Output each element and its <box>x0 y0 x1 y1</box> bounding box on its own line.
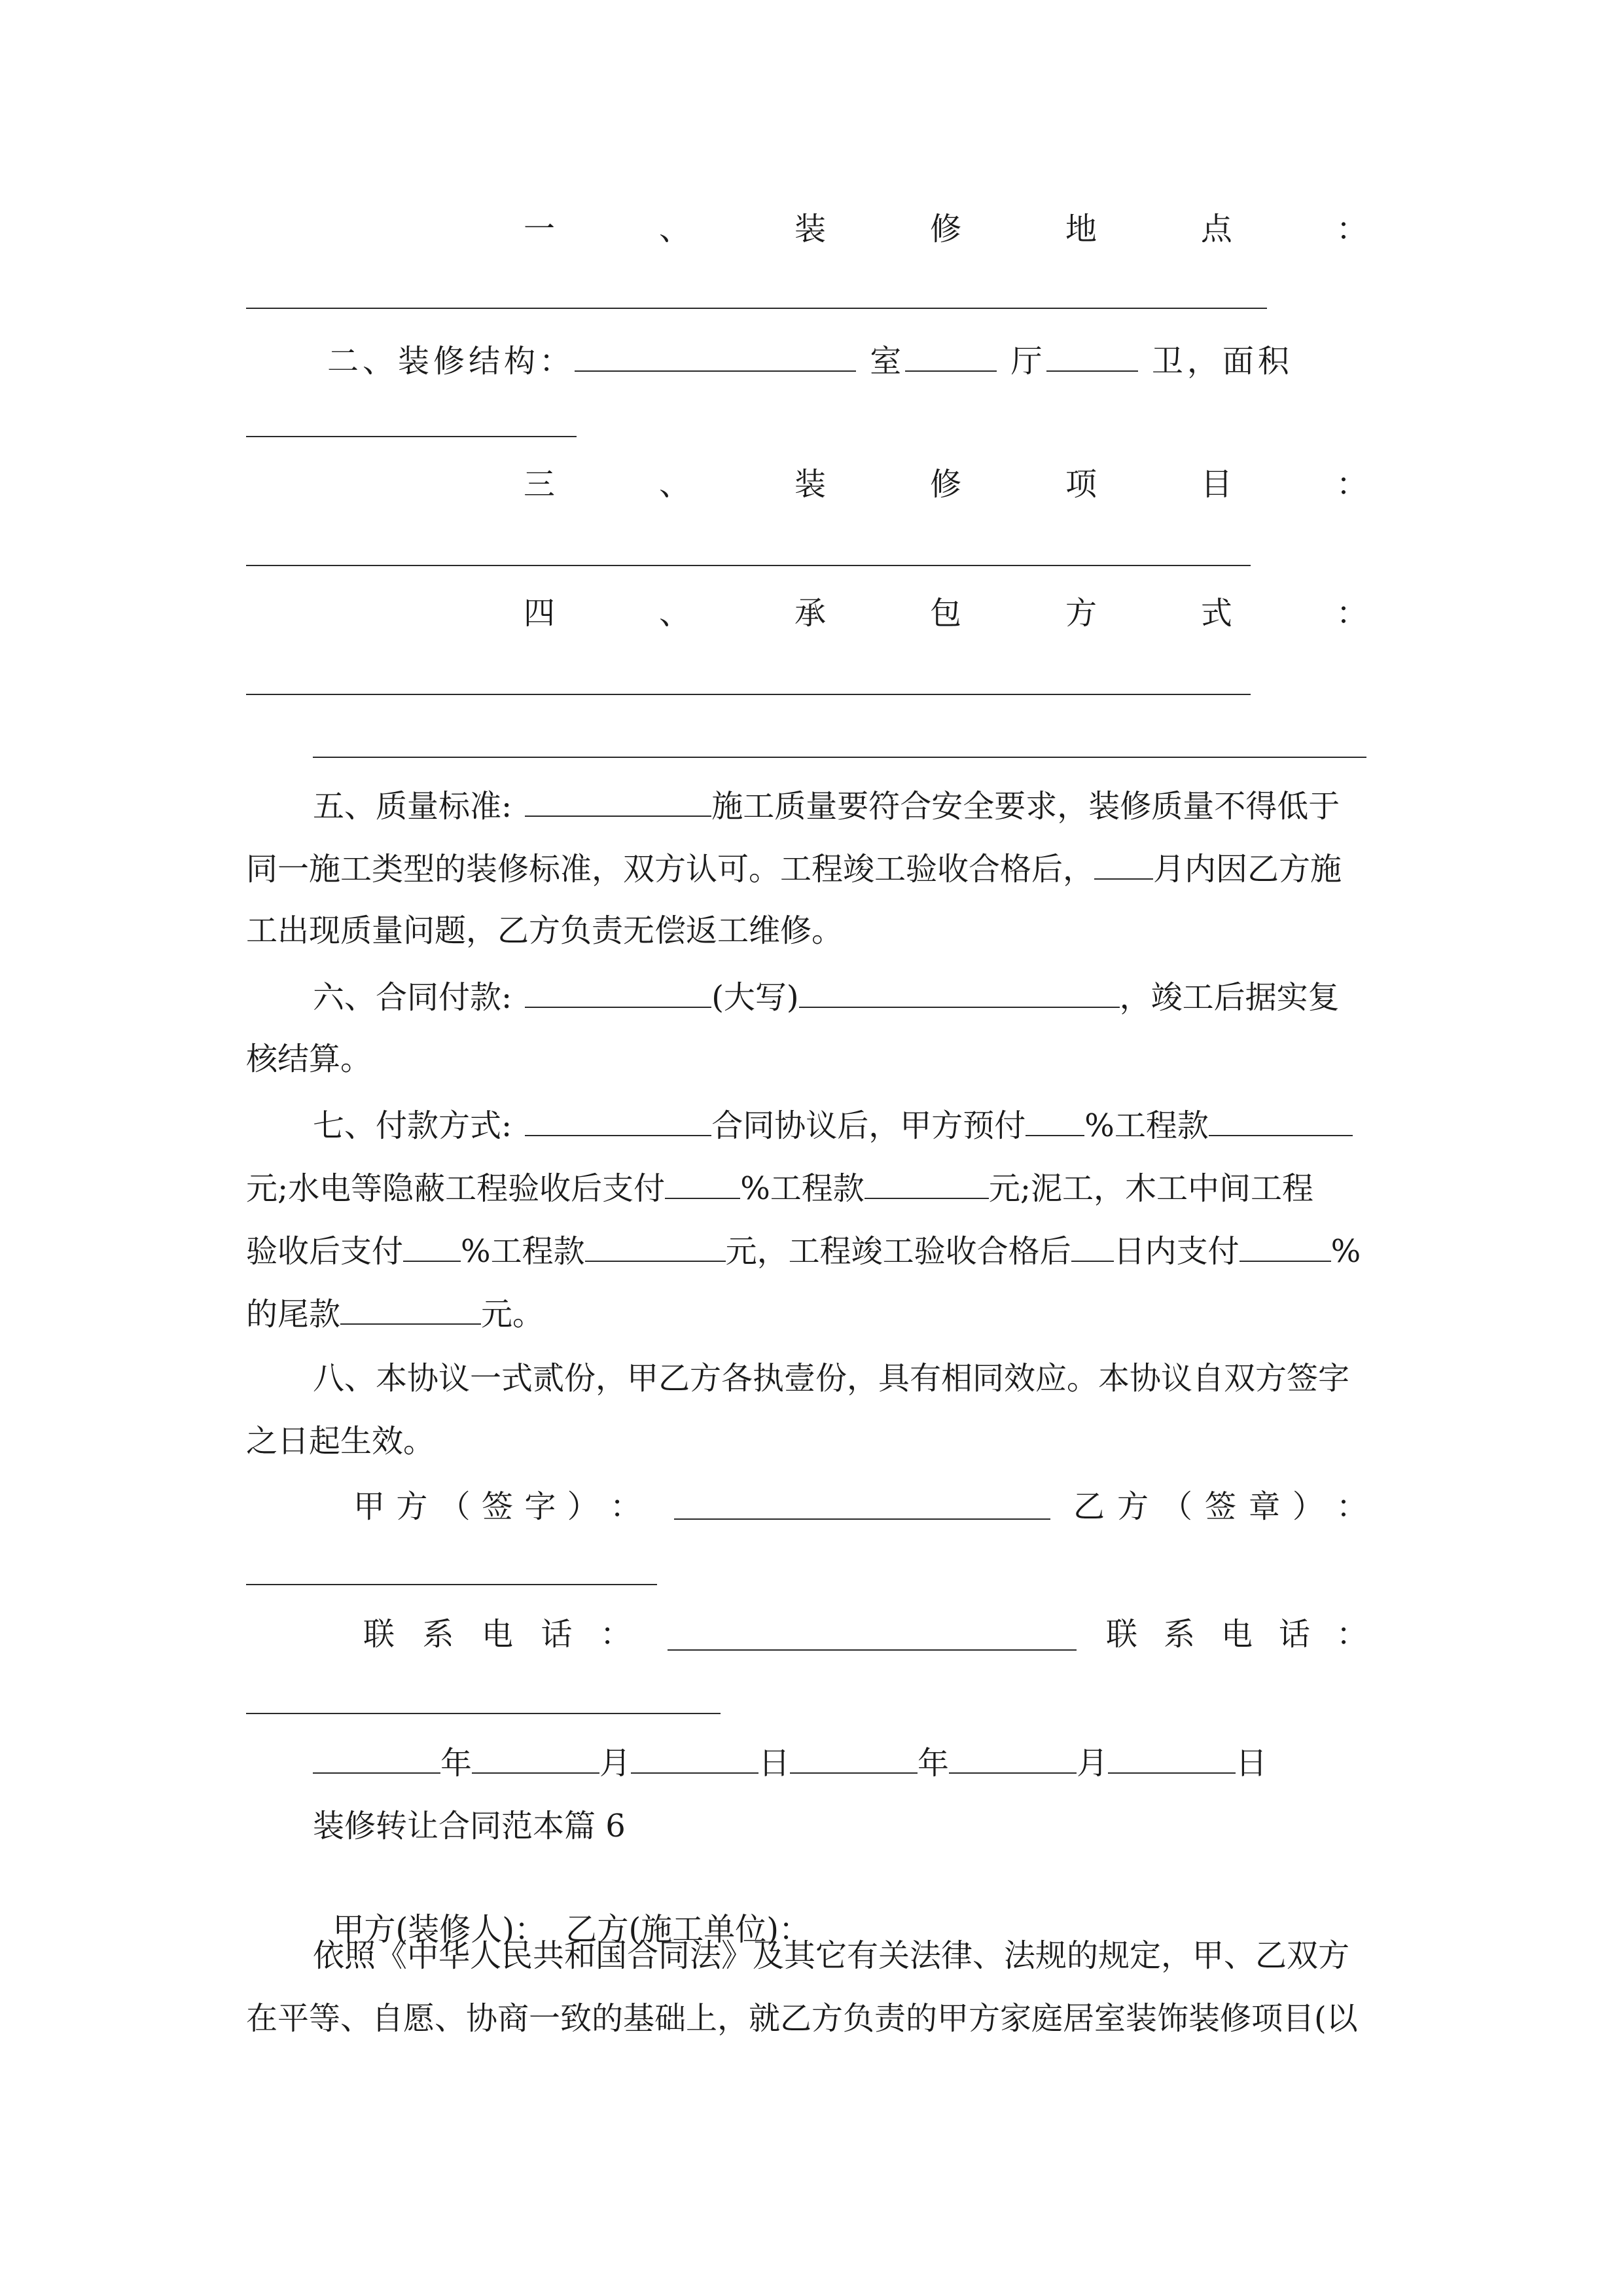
heading-char: 联 <box>1106 1616 1138 1653</box>
heading-char: 联 <box>363 1616 395 1653</box>
party-a-signature-line <box>674 1518 1050 1520</box>
heading-char: （ <box>438 1488 471 1525</box>
heading-char: 甲 <box>353 1488 385 1525</box>
heading-char: 式 <box>1200 595 1232 632</box>
hall-label: 厅 <box>1010 343 1046 380</box>
blank-month-a <box>472 1742 599 1774</box>
blank-hidden-amount <box>865 1168 989 1199</box>
blank-structure <box>575 340 856 372</box>
heading-char: 话 <box>541 1616 573 1653</box>
heading-char: 装 <box>794 466 826 503</box>
blank-quality <box>525 785 711 817</box>
fill-line-address <box>246 308 1267 309</box>
blank-days <box>1071 1230 1114 1262</box>
blank-year-b <box>790 1742 918 1774</box>
fill-line-contract-1 <box>246 694 1251 695</box>
date-line: 年 月 日 年 月 日 <box>313 1742 1267 1783</box>
heading-char: ： <box>1336 1616 1368 1653</box>
heading-char: 系 <box>422 1616 454 1653</box>
fill-line-items <box>246 565 1251 566</box>
blank-payment-method <box>525 1105 711 1136</box>
section-2-label: 二、装修结构： <box>327 343 575 380</box>
blank-final-amount <box>340 1293 481 1325</box>
section-5-label: 五、质量标准: <box>313 788 512 825</box>
party-a-phone-label <box>363 1615 632 1654</box>
blank-months <box>1094 848 1153 880</box>
heading-char: 电 <box>481 1616 513 1653</box>
heading-char: 、 <box>658 466 690 503</box>
blank-prepay-amount <box>1209 1105 1353 1136</box>
fill-line-area <box>246 436 577 437</box>
section-6-line-1: 六、合同付款: (大写) ，竣工后据实复 <box>313 977 1340 1017</box>
heading-char: ） <box>1292 1488 1324 1525</box>
section-4-heading <box>524 594 1368 633</box>
party-a-signature-label <box>353 1487 641 1526</box>
heading-char: ： <box>1336 466 1368 503</box>
section-3-heading <box>524 465 1368 504</box>
heading-char: 装 <box>794 211 826 247</box>
section-7-line-3: 验收后支付 %工程款 元，工程竣工验收合格后 日内支付 % <box>246 1230 1361 1271</box>
heading-char: 章 <box>1248 1488 1280 1525</box>
blank-prepay-percent <box>1026 1105 1084 1136</box>
heading-char: 话 <box>1278 1616 1310 1653</box>
section-8-line-2: 之日起生效。 <box>246 1423 435 1460</box>
heading-char: 系 <box>1163 1616 1195 1653</box>
section-7-label: 七、付款方式: <box>313 1107 512 1144</box>
heading-char: 、 <box>658 211 690 247</box>
section-7-line-2: 元;水电等隐蔽工程验收后支付 %工程款 元;泥工，木工中间工程 <box>246 1168 1313 1208</box>
heading-char: ： <box>1336 595 1368 632</box>
article-intro-line-2: 在平等、自愿、协商一致的基础上，就乙方负责的甲方家庭居室装饰装修项目(以 <box>246 2000 1358 2037</box>
heading-char: 修 <box>929 211 961 247</box>
heading-char: 点 <box>1200 211 1232 247</box>
party-a-phone-line <box>668 1649 1077 1651</box>
room-label: 室 <box>870 343 906 380</box>
heading-char: 方 <box>396 1488 428 1525</box>
heading-char: ： <box>1336 1488 1368 1525</box>
section-6-label: 六、合同付款: <box>313 979 512 1016</box>
fill-line-contract-2 <box>313 757 1366 758</box>
heading-char: ： <box>1336 211 1368 247</box>
heading-char: 、 <box>658 595 690 632</box>
blank-hidden-percent <box>665 1168 740 1199</box>
heading-char: ） <box>567 1488 599 1525</box>
heading-char: 方 <box>1116 1488 1149 1525</box>
party-b-phone-label <box>1106 1615 1368 1654</box>
heading-char: 一 <box>524 211 556 247</box>
section-8-line-1: 八、本协议一式贰份，甲乙方各执壹份，具有相同效应。本协议自双方签字 <box>313 1360 1350 1397</box>
heading-char: 目 <box>1200 466 1232 503</box>
blank-amount-capital <box>799 977 1120 1008</box>
heading-char: 三 <box>524 466 556 503</box>
heading-char: 项 <box>1065 466 1097 503</box>
section-1-heading <box>524 209 1368 249</box>
blank-amount <box>525 977 711 1008</box>
heading-char: 承 <box>794 595 826 632</box>
blank-day-a <box>631 1742 758 1774</box>
heading-char: 地 <box>1065 211 1097 247</box>
blank-hall <box>1046 340 1138 372</box>
heading-char: 四 <box>524 595 556 632</box>
heading-char: 电 <box>1221 1616 1253 1653</box>
blank-year-a <box>313 1742 440 1774</box>
heading-char: 方 <box>1065 595 1097 632</box>
heading-char: ： <box>609 1488 641 1525</box>
party-b-signature-label <box>1073 1487 1368 1526</box>
blank-month-b <box>949 1742 1077 1774</box>
blank-mid-amount <box>585 1230 726 1262</box>
blank-day-b <box>1108 1742 1236 1774</box>
section-7-line-4: 的尾款 元。 <box>246 1293 544 1334</box>
party-b-signature-line <box>246 1584 657 1585</box>
section-6-line-2: 核结算。 <box>246 1041 372 1077</box>
blank-room <box>905 340 997 372</box>
heading-char: ： <box>599 1616 632 1653</box>
party-b-phone-line <box>246 1713 721 1714</box>
heading-char: 签 <box>1204 1488 1236 1525</box>
heading-char: 包 <box>929 595 961 632</box>
section-5-line-2: 同一施工类型的装修标准，双方认可。工程竣工验收合格后， 月内因乙方施 <box>246 848 1342 889</box>
section-2-line <box>327 340 1293 381</box>
blank-mid-percent <box>403 1230 461 1262</box>
heading-char: 字 <box>524 1488 556 1525</box>
blank-final-percent <box>1240 1230 1331 1262</box>
section-7-line-1: 七、付款方式: 合同协议后，甲方预付 %工程款 <box>313 1105 1353 1145</box>
section-5-line-1: 五、质量标准: 施工质量要符合安全要求，装修质量不得低于 <box>313 785 1340 826</box>
article-parties: 甲方(装修人)： 乙方(施工单位)： <box>332 1911 810 1948</box>
section-5-line-3: 工出现质量问题，乙方负责无偿返工维修。 <box>246 912 844 949</box>
bath-area-label: 卫，面积 <box>1151 343 1293 380</box>
heading-char: 签 <box>481 1488 513 1525</box>
article-intro-line-1: 依照《中华人民共和国合同法》及其它有关法律、法规的规定，甲、乙双方 <box>313 1937 1350 1974</box>
heading-char: （ <box>1160 1488 1192 1525</box>
article-title: 装修转让合同范本篇 6 <box>313 1808 626 1844</box>
heading-char: 修 <box>929 466 961 503</box>
heading-char: 乙 <box>1073 1488 1105 1525</box>
